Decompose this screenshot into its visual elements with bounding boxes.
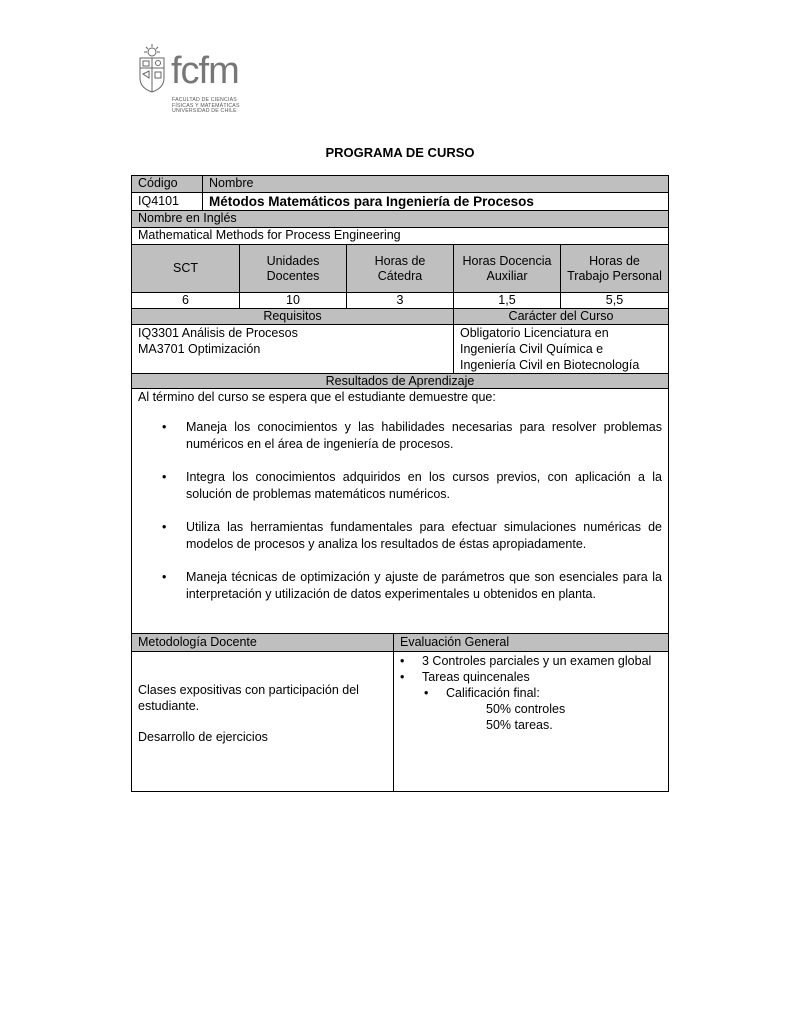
course-table [131, 175, 669, 792]
list-item: • Maneja los conocimientos y las habilidades necesarias para resolver problemas numéricos en el área de ingeniería de procesos. [132, 419, 668, 453]
course-name: Métodos Matemáticos para Ingeniería de Procesos [202, 193, 668, 210]
metodologia-text: Clases expositivas con participación del estudiante. Desarrollo de ejercicios [138, 683, 359, 744]
list-item: 50% controles [486, 702, 566, 716]
sct-value: 6 [182, 293, 189, 307]
credits-header-row [132, 245, 668, 293]
caracter-label: Carácter del Curso [453, 309, 668, 324]
english-name-label: Nombre en Inglés [138, 211, 237, 225]
auxiliar-header: Horas Docencia Auxiliar [453, 245, 560, 292]
evaluacion-label: Evaluación General [393, 634, 668, 651]
evaluacion-list [394, 653, 668, 733]
list-item: 50% tareas. [486, 718, 553, 732]
resultados-list [132, 419, 668, 603]
list-item: • Tareas quincenales [394, 669, 668, 685]
list-item: • 3 Controles parciales y un examen global [394, 653, 668, 669]
requisitos-label: Requisitos [263, 309, 322, 323]
english-name: Mathematical Methods for Process Engineering [138, 228, 401, 242]
list-item: • Integra los conocimientos adquiridos en los cursos previos, con aplicación a la solución de problemas matemáticos numéricos. [132, 469, 668, 503]
metodologia-label: Metodología Docente [138, 635, 257, 649]
header-row [132, 176, 668, 193]
resultados-intro: Al término del curso se espera que el estudiante demuestre que: [138, 390, 496, 404]
codigo-label: Código [138, 176, 178, 190]
logo-caption: FACULTAD DE CIENCIAS FÍSICAS Y MATEMÁTICAS UNIVERSIDAD DE CHILE [172, 97, 240, 115]
auxiliar-value: 1,5 [453, 293, 560, 308]
unidades-value: 10 [239, 293, 346, 308]
catedra-value: 3 [346, 293, 453, 308]
credits-values-row [132, 293, 668, 309]
requisitos-list: IQ3301 Análisis de Procesos MA3701 Optimización [138, 326, 298, 356]
logo-wordmark: fcfm [171, 50, 239, 92]
catedra-header: Horas de Cátedra [346, 245, 453, 292]
list-item: • Utiliza las herramientas fundamentales para efectuar simulaciones numéricas de modelos de procesos y analiza los resultados de éstas apropiadamente. [132, 519, 668, 553]
list-item: • Calificación final: [394, 685, 668, 701]
personal-value: 5,5 [560, 293, 668, 308]
list-item: • Maneja técnicas de optimización y ajuste de parámetros que son esenciales para la interpretación y utilización de datos experimentales u obtenidos en planta. [132, 569, 668, 603]
personal-header: Horas de Trabajo Personal [560, 245, 668, 292]
unidades-header: Unidades Docentes [239, 245, 346, 292]
caracter-text: Obligatorio Licenciatura en Ingeniería Civil Química e Ingeniería Civil en Biotecnología [453, 325, 668, 373]
nombre-label: Nombre [202, 176, 668, 192]
fcfm-logo [137, 44, 257, 118]
sct-header: SCT [173, 261, 198, 275]
page-title: PROGRAMA DE CURSO [325, 145, 475, 160]
course-row [132, 193, 668, 211]
resultados-label: Resultados de Aprendizaje [325, 374, 475, 388]
course-code: IQ4101 [138, 194, 180, 208]
